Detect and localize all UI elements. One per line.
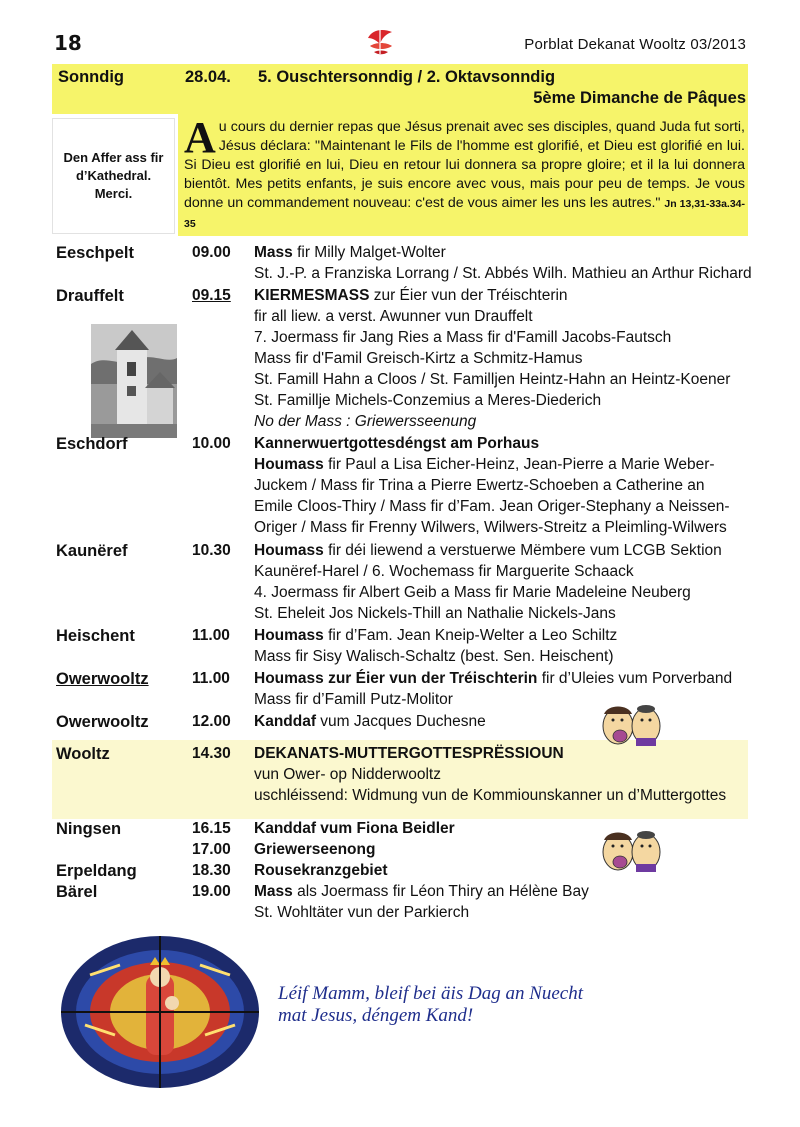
dove-logo-icon	[362, 24, 398, 60]
place-owerwooltz: Owerwooltz	[56, 713, 149, 731]
entry-line: Juckem / Mass fir Trina a Pierre Ewertz-Schoeben a Catherine an	[254, 477, 705, 494]
entry-line: KIERMESMASS zur Éier vun der Tréischterin	[254, 287, 568, 304]
entry-line: 7. Joermass fir Jang Ries a Mass fir d'Famill Jacobs-Fautsch	[254, 329, 672, 346]
sunday-title: 5. Ouschtersonndig / 2. Oktavsonndig	[258, 68, 556, 86]
sunday-subtitle: 5ème Dimanche de Pâques	[533, 89, 746, 107]
entry-line: Emile Cloos-Thiry / Mass fir d’Fam. Jean Origer-Stephany a Neissen-	[254, 498, 730, 515]
entry-line: St. Famillje Michels-Conzemius a Meres-Diederich	[254, 392, 602, 409]
church-photo	[91, 324, 177, 438]
entry-line: uschléissend: Widmung vun de Kommiounskanner un d’Muttergottes	[254, 787, 727, 804]
time-eeschpelt: 09.00	[192, 244, 231, 261]
time-owerwooltz: 12.00	[192, 713, 231, 730]
entry-line: Mass fir Milly Malget-Wolter	[254, 244, 446, 261]
gospel-box	[178, 114, 748, 236]
entry-line: Mass fir Sisy Walisch-Schaltz (best. Sen. Heischent)	[254, 648, 614, 665]
time-drauffelt: 09.15	[192, 287, 231, 304]
entry-line: fir all liew. a verst. Awunner vun Drauffelt	[254, 308, 533, 325]
publication-title: Porblat Dekanat Wooltz 03/2013	[524, 36, 746, 53]
entry-line: St. J.-P. a Franziska Lorrang / St. Abbés Wilh. Mathieu an Arthur Richard	[254, 265, 752, 282]
page-number: 18	[54, 31, 82, 55]
place-barel: Bärel	[56, 883, 98, 901]
time-barel: 19.00	[192, 883, 231, 900]
closing-prayer	[278, 983, 583, 1027]
entry-line: St. Famill Hahn a Cloos / St. Familljen Heintz-Hahn an Heintz-Koener	[254, 371, 731, 388]
entry-line: Houmass fir d’Fam. Jean Kneip-Welter a Leo Schiltz	[254, 627, 618, 644]
place-erpeldang: Erpeldang	[56, 862, 137, 880]
children-illustration	[598, 700, 666, 748]
place-kauneref: Kaunëref	[56, 542, 128, 560]
entry-line: Mass als Joermass fir Léon Thiry an Hélène Bay	[254, 883, 589, 900]
gospel-reference: Jn 13,31-33a.34-35	[184, 198, 745, 230]
entry-line: Origer / Mass fir Frenny Wilwers, Wilwers-Streitz a Pleimling-Wilwers	[254, 519, 727, 536]
entry-line: No der Mass : Griewersseenung	[254, 413, 477, 430]
time-owerwooltz: 11.00	[192, 670, 230, 687]
children-illustration	[598, 826, 666, 874]
closing-line: mat Jesus, déngem Kand!	[278, 1005, 474, 1026]
gospel-dropcap: A	[184, 113, 216, 162]
entry-line: 4. Joermass fir Albert Geib a Mass fir Marie Madeleine Neuberg	[254, 584, 691, 601]
entry-line: Rousekranzgebiet	[254, 862, 388, 879]
place-ningsen: Ningsen	[56, 820, 122, 838]
cathedral-note	[52, 118, 175, 234]
time-wooltz: 14.30	[192, 745, 231, 762]
cathedral-note-line: d’Kathedral.	[75, 168, 152, 183]
place-heischent: Heischent	[56, 627, 135, 645]
time-ningsen-2: 17.00	[192, 841, 231, 858]
sunday-header	[52, 64, 748, 114]
entry-line: Houmass fir déi liewend a verstuerwe Mëmbere vum LCGB Sektion	[254, 542, 722, 559]
sunday-day: Sonndig	[58, 68, 124, 86]
place-drauffelt: Drauffelt	[56, 287, 124, 305]
entry-line: Kaunëref-Harel / 6. Wochemass fir Marguerite Schaack	[254, 563, 634, 580]
entry-line: Houmass fir Paul a Lisa Eicher-Heinz, Jean-Pierre a Marie Weber-	[254, 456, 715, 473]
place-eeschpelt: Eeschpelt	[56, 244, 134, 262]
entry-line: Houmass zur Éier vun der Tréischterin fir d’Uleies vum Porverband	[254, 670, 733, 687]
cathedral-note-line: Den Affer ass fir	[63, 150, 164, 165]
entry-line: St. Wohltäter vun der Parkierch	[254, 904, 470, 921]
time-heischent: 11.00	[192, 627, 230, 644]
entry-line: DEKANATS-MUTTERGOTTESPRËSSIOUN	[254, 745, 564, 762]
place-owerwooltz: Owerwooltz	[56, 670, 149, 688]
time-erpeldang: 18.30	[192, 862, 231, 879]
entry-line: Mass fir d'Famil Greisch-Kirtz a Schmitz-Hamus	[254, 350, 583, 367]
gospel-text: u cours du dernier repas que Jésus prenait avec ses disciples, quand Juda fut sorti, Jésus déclara: "Maintenant le Fils de l'homme est glorifié, et Dieu est glorifié en lui. Si Dieu est glorifié en lui, Dieu en retour lui donnera sa propre gloire; et il la lui donnera bientôt. Mes petits enfants, je suis encore avec vous, mais pour peu de temps. Je vous donne un commandement nouveau: c'est de vous aimer les uns les autres."	[184, 119, 745, 211]
entry-line: Kanddaf vum Jacques Duchesne	[254, 713, 486, 730]
entry-line: Griewerseenong	[254, 841, 376, 858]
entry-line: Mass fir d’Famill Putz-Molitor	[254, 691, 453, 708]
entry-line: vun Ower- op Nidderwooltz	[254, 766, 441, 783]
place-eschdorf: Eschdorf	[56, 435, 128, 453]
sunday-date: 28.04.	[185, 68, 231, 86]
time-kauneref: 10.30	[192, 542, 231, 559]
time-ningsen: 16.15	[192, 820, 231, 837]
entry-line: St. Eheleit Jos Nickels-Thill an Nathalie Nickels-Jans	[254, 605, 616, 622]
place-wooltz: Wooltz	[56, 745, 110, 763]
time-eschdorf: 10.00	[192, 435, 231, 452]
stained-glass-window-image	[60, 935, 260, 1089]
entry-line: Kanddaf vum Fiona Beidler	[254, 820, 455, 837]
entry-line: Kannerwuertgottesdéngst am Porhaus	[254, 435, 540, 452]
closing-line: Léif Mamm, bleif bei äis Dag an Nuecht	[278, 983, 584, 1004]
cathedral-note-line: Merci.	[94, 186, 133, 201]
